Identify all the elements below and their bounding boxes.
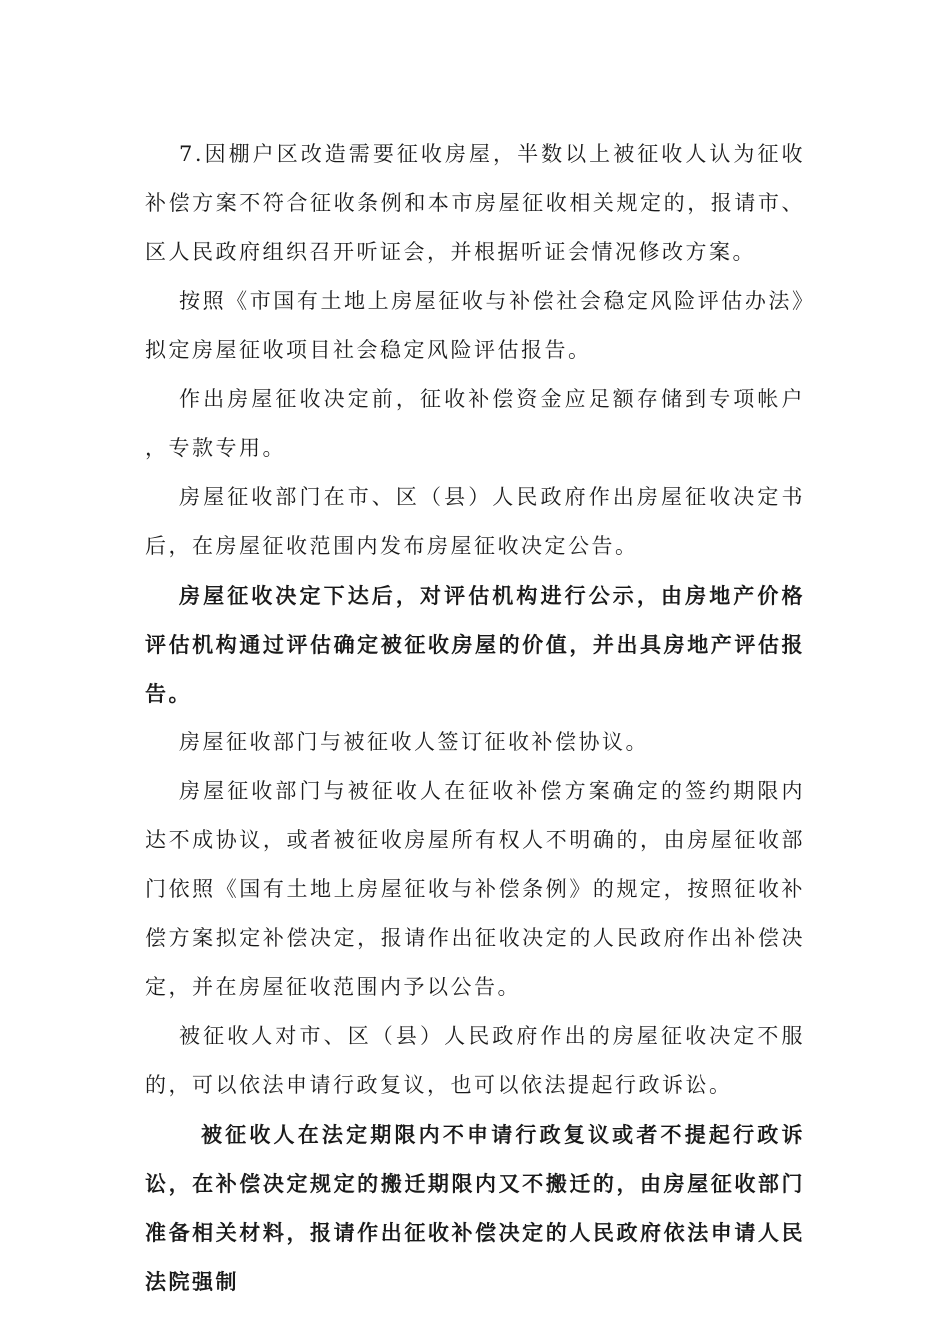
paragraph-risk-assessment: 按照《市国有土地上房屋征收与补偿社会稳定风险评估办法》拟定房屋征收项目社会稳定风险评估报告。 bbox=[145, 289, 805, 362]
paragraph-compensation-funds: 作出房屋征收决定前，征收补偿资金应足额存储到专项帐户，专款专用。 bbox=[145, 387, 805, 460]
paragraph-administrative-review: 被征收人对市、区（县）人民政府作出的房屋征收决定不服的，可以依法申请行政复议，也可以依法提起行政诉讼。 bbox=[145, 1024, 805, 1097]
paragraph-enforcement: 被征收人在法定期限内不申请行政复议或者不提起行政诉讼，在补偿决定规定的搬迁期限内又不搬迁的，由房屋征收部门准备相关材料，报请作出征收补偿决定的人民政府依法申请人民法院强制 bbox=[145, 1122, 805, 1294]
paragraph-decision-announcement: 房屋征收部门在市、区（县）人民政府作出房屋征收决定书后，在房屋征收范围内发布房屋征收决定公告。 bbox=[145, 485, 805, 558]
document-body bbox=[145, 130, 805, 1306]
paragraph-valuation: 房屋征收决定下达后，对评估机构进行公示，由房地产价格评估机构通过评估确定被征收房屋的价值，并出具房地产评估报告。 bbox=[145, 583, 805, 706]
paragraph-compensation-decision: 房屋征收部门与被征收人在征收补偿方案确定的签约期限内达不成协议，或者被征收房屋所有权人不明确的，由房屋征收部门依照《国有土地上房屋征收与补偿条例》的规定，按照征收补偿方案拟定补偿决定，报请作出征收决定的人民政府作出补偿决定，并在房屋征收范围内予以公告。 bbox=[145, 779, 805, 999]
paragraph-hearing: 7.因棚户区改造需要征收房屋，半数以上被征收人认为征收补偿方案不符合征收条例和本市房屋征收相关规定的，报请市、区人民政府组织召开听证会，并根据听证会情况修改方案。 bbox=[145, 142, 805, 264]
paragraph-agreement: 房屋征收部门与被征收人签订征收补偿协议。 bbox=[179, 730, 649, 754]
